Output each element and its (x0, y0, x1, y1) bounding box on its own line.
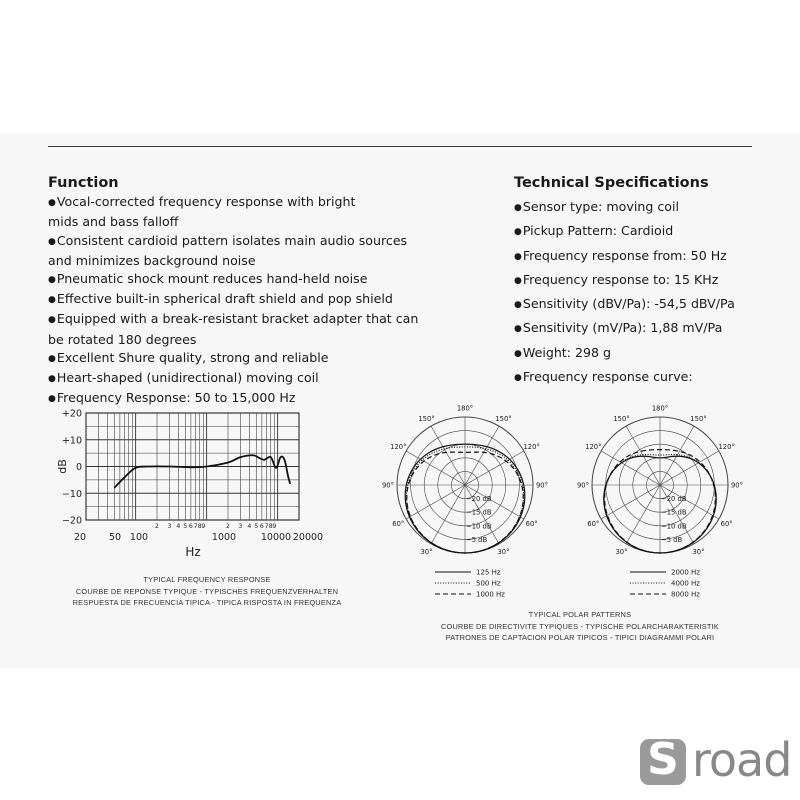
polar-angle-label: 150° (613, 414, 630, 423)
polar-ring-label: −10 dB (661, 522, 687, 531)
polar-angle-label: 150° (495, 414, 512, 423)
frequency-x-minor-label: 9 (272, 523, 277, 530)
specs-list (514, 196, 774, 390)
frequency-x-minor-label: 3 (238, 523, 243, 530)
polar-spoke (626, 426, 660, 485)
polar-angle-label: 60° (525, 520, 538, 528)
frequency-x-minor-label: 5 (183, 523, 188, 530)
spec-item: ● Frequency response from: 50 Hz (514, 245, 774, 269)
frequency-x-minor-label: 4 (247, 523, 252, 530)
function-item: ● Consistent cardioid pattern isolates main audio sources (48, 232, 448, 252)
polar-legend-label: 1000 Hz (476, 590, 505, 599)
frequency-x-tick-label: 100 (129, 532, 149, 543)
frequency-x-tick-label: 10000 (260, 532, 292, 543)
frequency-x-minor-label: 4 (176, 523, 181, 530)
polar-ring-label: −15 dB (661, 508, 687, 517)
frequency-x-tick-label: 1000 (211, 532, 237, 543)
polar-angle-label: 90° (730, 481, 744, 490)
frequency-x-minor-label: 2 (226, 523, 230, 530)
polar-angle-label: 30° (615, 548, 628, 557)
frequency-y-tick-label: +10 (61, 435, 82, 447)
function-item: ● Effective built-in spherical draft shield and pop shield (48, 290, 448, 310)
frequency-y-tick-label: +20 (61, 408, 82, 420)
polar-spoke (406, 451, 465, 485)
polar-angle-label: 30° (497, 548, 510, 557)
polar-angle-label: 120° (390, 443, 407, 451)
polar-angle-label: 120° (523, 443, 540, 451)
polar-angle-label: 150° (690, 414, 707, 423)
function-item: ● Pneumatic shock mount reduces hand-held noise (48, 270, 448, 290)
polar-angle-label: 60° (587, 520, 600, 528)
logo-mark-box (640, 734, 686, 785)
frequency-x-minor-label: 9 (201, 523, 206, 530)
polar-pattern-high (570, 395, 750, 605)
function-item: ● Equipped with a break-resistant bracket adapter that can (48, 310, 448, 330)
frequency-y-tick-label: 0 (75, 462, 82, 473)
function-section (48, 174, 448, 409)
sroad-logo (640, 733, 792, 789)
polar-spoke (601, 485, 660, 519)
frequency-x-minor-label: 6 (188, 523, 193, 530)
frequency-x-tick-label: 20 (73, 532, 87, 543)
function-item: ● Frequency Response: 50 to 15,000 Hz (48, 389, 448, 409)
frequency-x-minor-label: 7 (264, 523, 269, 530)
polar-spoke (660, 426, 694, 485)
function-item: and minimizes background noise (48, 252, 256, 268)
function-item: mids and bass falloff (48, 214, 179, 230)
frequency-x-tick-label: 50 (108, 532, 122, 543)
polar-caption (420, 609, 740, 644)
polar-angle-label: 90° (576, 481, 590, 490)
polar-pattern-low (375, 395, 555, 605)
frequency-caption-line-3: RESPUESTA DE FRECUENCIA TIPICA - TIPICA RISPOSTA IN FREQUENZA (72, 598, 342, 607)
polar-spoke (601, 451, 660, 485)
polar-legend-label: 125 Hz (476, 568, 501, 577)
logo-mark-letter: S (647, 734, 679, 785)
frequency-x-tick-label: 20000 (292, 532, 324, 543)
polar-caption-line-3: PATRONES DE CAPTACION POLAR TIPICOS - TIPICI DIAGRAMMI POLARI (445, 633, 715, 642)
polar-angle-label: 30° (692, 548, 705, 557)
frequency-x-axis-label: Hz (185, 545, 201, 559)
spec-item: ● Pickup Pattern: Cardioid (514, 220, 774, 244)
frequency-caption-line-1: TYPICAL FREQUENCY RESPONSE (143, 575, 271, 584)
polar-ring-label: −20 dB (466, 495, 492, 504)
spec-item: ● Frequency response to: 15 KHz (514, 269, 774, 293)
polar-angle-label: 150° (418, 414, 435, 423)
polar-angle-label: 60° (720, 520, 733, 528)
polar-angle-label: 120° (585, 443, 602, 451)
polar-caption-line-1: TYPICAL POLAR PATTERNS (528, 610, 632, 619)
top-divider (48, 146, 752, 147)
spec-item: ● Frequency response curve: (514, 366, 774, 390)
frequency-x-minor-label: 8 (197, 523, 202, 530)
polar-spoke (431, 485, 465, 544)
frequency-x-minor-label: 7 (193, 523, 198, 530)
polar-ring-label: −5 dB (466, 535, 488, 544)
frequency-x-minor-label: 5 (254, 523, 259, 530)
polar-spoke (431, 426, 465, 485)
polar-angle-label: 180° (456, 404, 474, 413)
frequency-caption (62, 574, 352, 609)
polar-spoke (406, 485, 465, 519)
polar-ring-label: −20 dB (661, 495, 687, 504)
polar-angle-label: 120° (718, 443, 735, 451)
polar-angle-label: 180° (651, 404, 669, 413)
polar-spoke (465, 426, 499, 485)
spec-item: ● Sensitivity (dBV/Pa): -54,5 dBV/Pa (514, 293, 774, 317)
polar-legend-label: 8000 Hz (671, 590, 700, 599)
polar-angle-label: 30° (420, 548, 433, 557)
polar-angle-label: 90° (535, 481, 549, 490)
frequency-x-minor-label: 6 (259, 523, 264, 530)
polar-angle-label: 60° (392, 520, 405, 528)
specs-section (514, 174, 774, 390)
specs-heading: Technical Specifications (514, 175, 709, 191)
spec-item: ● Weight: 298 g (514, 342, 774, 366)
spec-item: ● Sensor type: moving coil (514, 196, 774, 220)
polar-legend-label: 4000 Hz (671, 579, 700, 588)
frequency-response-curve (114, 455, 290, 488)
frequency-y-tick-label: −20 (61, 515, 82, 527)
frequency-x-minor-label: 2 (155, 523, 159, 530)
polar-spoke (626, 485, 660, 544)
function-item: ● Vocal-corrected frequency response with bright (48, 193, 448, 213)
frequency-caption-line-2: COURBE DE REPONSE TYPIQUE - TYPISCHES FREQUENZVERHALTEN (75, 586, 339, 596)
function-heading: Function (48, 175, 119, 191)
polar-angle-label: 90° (381, 481, 395, 490)
frequency-y-axis-label: dB (56, 459, 69, 474)
function-item: ● Heart-shaped (unidirectional) moving coil (48, 369, 448, 389)
polar-legend-label: 500 Hz (476, 579, 501, 588)
polar-ring-label: −5 dB (661, 535, 683, 544)
polar-legend-label: 2000 Hz (671, 568, 700, 577)
logo-wordmark: road (692, 733, 792, 787)
frequency-y-tick-label: −10 (61, 488, 82, 500)
frequency-x-minor-label: 3 (167, 523, 172, 530)
frequency-response-chart (0, 400, 330, 565)
polar-ring-label: −10 dB (466, 522, 492, 531)
polar-ring-label: −15 dB (466, 508, 492, 517)
function-item: ● Excellent Shure quality, strong and reliable (48, 349, 448, 369)
function-item: be rotated 180 degrees (48, 331, 197, 347)
polar-caption-line-2: COURBE DE DIRECTIVITE TYPIQUES - TYPISCHE POLARCHARAKTERISTIK (440, 621, 720, 631)
polar-spoke (660, 451, 719, 485)
function-list (48, 193, 448, 409)
frequency-x-minor-label: 8 (268, 523, 273, 530)
spec-item: ● Sensitivity (mV/Pa): 1,88 mV/Pa (514, 317, 774, 341)
